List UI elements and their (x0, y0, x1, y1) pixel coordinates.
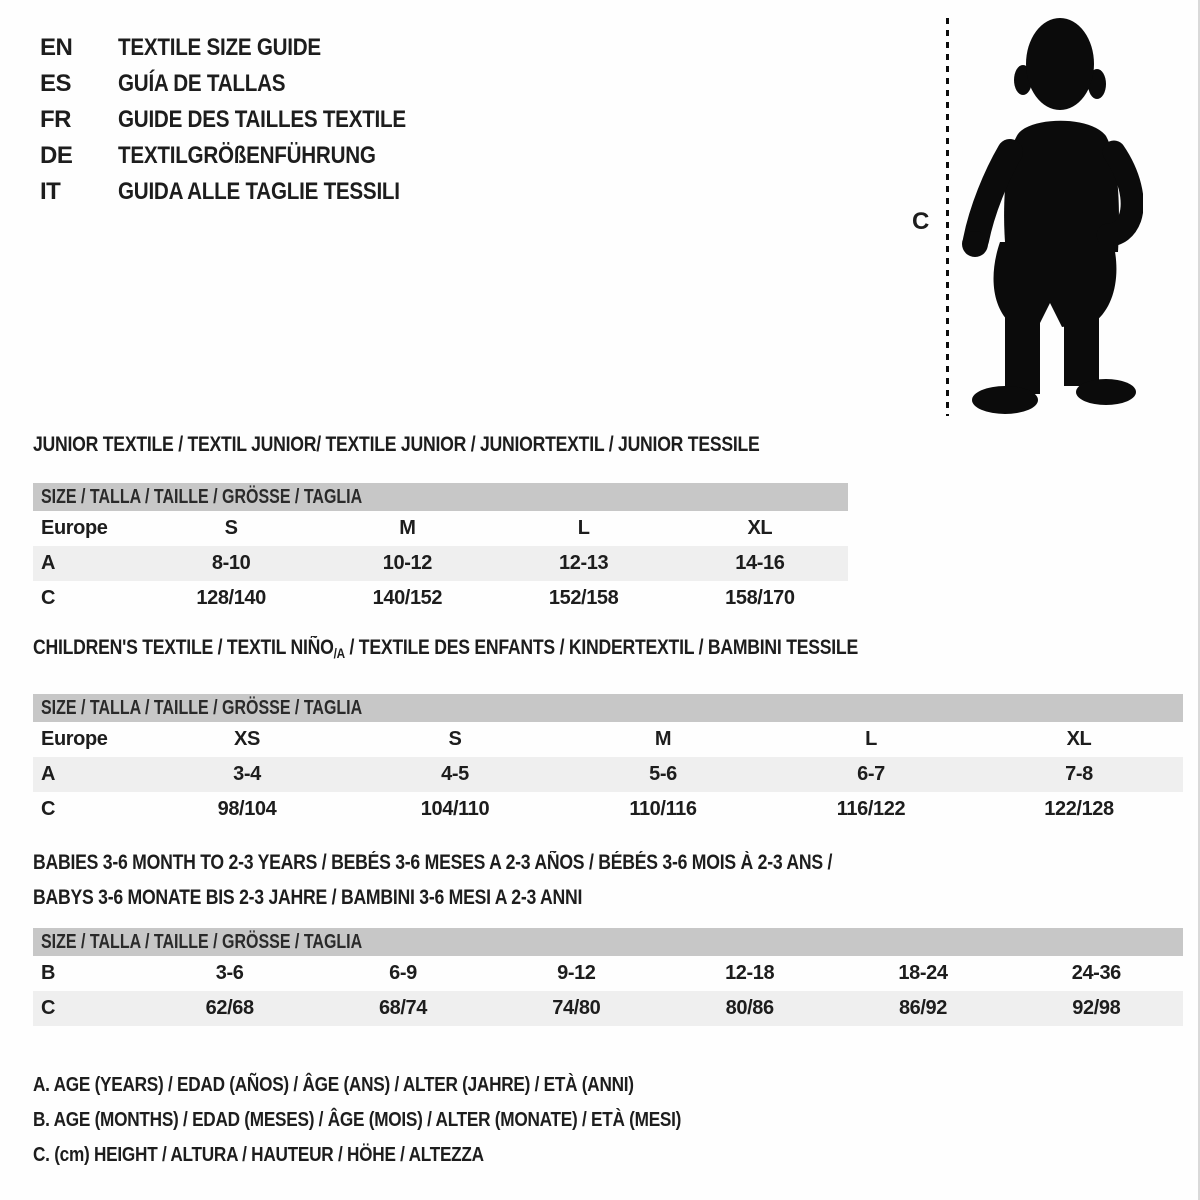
lang-row-de (40, 138, 453, 174)
table-cell: 122/128 (1044, 798, 1114, 820)
children-section-title (33, 636, 999, 665)
table-cell: 74/80 (552, 997, 601, 1019)
table-cell: 98/104 (217, 798, 277, 820)
table-cell: 12-13 (559, 552, 609, 574)
row-label: A (41, 763, 56, 785)
height-measure-dashed-line (946, 18, 949, 416)
children-title-subscript: /A (333, 645, 345, 661)
lang-code: ES (40, 70, 72, 97)
table-cell: L (865, 728, 877, 750)
table-cell: 6-9 (389, 962, 417, 984)
junior-section-title: JUNIOR TEXTILE / TEXTIL JUNIOR/ TEXTILE JUNIOR / JUNIORTEXTIL / JUNIOR TESSILE (33, 433, 760, 456)
table-cell: M (399, 517, 416, 539)
table-cell: 3-6 (215, 962, 244, 984)
babies-section-title-line1: BABIES 3-6 MONTH TO 2-3 YEARS / BEBÉS 3-6 MESES A 2-3 AÑOS / BÉBÉS 3-6 MOIS À 2-3 ANS / (33, 851, 833, 874)
children-size-table (33, 694, 1183, 827)
lang-title: TEXTILE SIZE GUIDE (118, 34, 321, 61)
table-cell: 7-8 (1065, 763, 1093, 785)
lang-title: GUÍA DE TALLAS (118, 70, 286, 97)
size-header-label: SIZE / TALLA / TAILLE / GRÖSSE / TAGLIA (41, 696, 363, 719)
babies-textile-section (33, 845, 1183, 1026)
junior-europe-row (33, 511, 848, 546)
table-cell: 68/74 (378, 997, 428, 1019)
size-header-label: SIZE / TALLA / TAILLE / GRÖSSE / TAGLIA (41, 930, 363, 953)
table-cell: 62/68 (205, 997, 254, 1019)
children-textile-section (33, 636, 1183, 827)
toddler-silhouette-image (958, 14, 1143, 419)
table-cell: 8-10 (211, 552, 251, 574)
table-cell: 6-7 (857, 763, 885, 785)
table-cell: 116/122 (836, 798, 906, 820)
table-cell: 104/110 (420, 798, 490, 820)
lang-row-fr (40, 102, 453, 138)
legend-line-a: A. AGE (YEARS) / EDAD (AÑOS) / ÂGE (ANS) / ALTER (JAHRE) / ETÀ (ANNI) (33, 1074, 634, 1096)
babies-height-row (33, 991, 1183, 1026)
junior-age-row (33, 546, 848, 581)
table-cell: S (224, 517, 238, 539)
table-cell: M (654, 728, 672, 750)
height-measure-label: C (912, 208, 930, 235)
children-europe-row (33, 722, 1183, 757)
lang-code: DE (40, 142, 73, 169)
legend-line-c: C. (cm) HEIGHT / ALTURA / HAUTEUR / HÖHE / ALTEZZA (33, 1144, 484, 1166)
row-label: C (41, 587, 56, 609)
lang-title: GUIDE DES TAILLES TEXTILE (118, 106, 406, 133)
row-label: C (41, 997, 56, 1019)
language-title-block (40, 30, 453, 210)
table-cell: 18-24 (898, 962, 948, 984)
row-label: A (41, 552, 56, 574)
children-age-row (33, 757, 1183, 792)
lang-row-es (40, 66, 453, 102)
table-cell: 3-4 (233, 763, 261, 785)
table-cell: 10-12 (382, 552, 432, 574)
table-cell: 92/98 (1072, 997, 1121, 1019)
table-cell: 24-36 (1071, 962, 1121, 984)
lang-code: FR (40, 106, 71, 133)
lang-title: TEXTILGRÖßENFÜHRUNG (118, 142, 376, 169)
lang-title: GUIDA ALLE TAGLIE TESSILI (118, 178, 400, 205)
row-label: C (41, 798, 56, 820)
lang-row-it (40, 174, 453, 210)
measurement-legend (33, 1068, 787, 1173)
children-title-pre: CHILDREN'S TEXTILE / TEXTIL NIÑO (33, 636, 334, 659)
table-cell: 128/140 (196, 587, 266, 609)
table-cell: 4-5 (441, 763, 469, 785)
table-cell: XL (1066, 728, 1092, 750)
row-label: Europe (41, 728, 108, 750)
table-cell: 12-18 (725, 962, 775, 984)
table-cell: XL (747, 517, 773, 539)
table-cell: XS (234, 728, 260, 750)
table-cell: 140/152 (372, 587, 443, 609)
table-cell: S (448, 728, 462, 750)
size-header-label: SIZE / TALLA / TAILLE / GRÖSSE / TAGLIA (41, 485, 363, 508)
table-cell: 9-12 (557, 962, 596, 984)
babies-size-table (33, 928, 1183, 1026)
babies-age-row (33, 956, 1183, 991)
table-cell: 158/170 (725, 587, 795, 609)
lang-code: IT (40, 178, 61, 205)
row-label: B (41, 962, 56, 984)
junior-height-row (33, 581, 848, 616)
legend-line-b: B. AGE (MONTHS) / EDAD (MESES) / ÂGE (MOIS) / ALTER (MONATE) / ETÀ (MESI) (33, 1109, 682, 1131)
junior-size-header-row (33, 483, 848, 511)
babies-section-title-line2: BABYS 3-6 MONATE BIS 2-3 JAHRE / BAMBINI 3-6 MESI A 2-3 ANNI (33, 886, 583, 909)
row-label: Europe (41, 517, 108, 539)
table-cell: 14-16 (735, 552, 785, 574)
babies-size-header-row (33, 928, 1183, 956)
lang-row-en (40, 30, 453, 66)
junior-size-table (33, 483, 848, 616)
table-cell: 80/86 (725, 997, 774, 1019)
table-cell: 86/92 (898, 997, 948, 1019)
table-cell: 152/158 (548, 587, 619, 609)
children-height-row (33, 792, 1183, 827)
table-cell: 110/116 (629, 798, 697, 820)
children-title-post: / TEXTILE DES ENFANTS / KINDERTEXTIL / BAMBINI TESSILE (344, 636, 858, 659)
table-cell: 5-6 (649, 763, 677, 785)
table-cell: L (577, 517, 590, 539)
lang-code: EN (40, 34, 73, 61)
children-size-header-row (33, 694, 1183, 722)
junior-textile-section (33, 433, 898, 616)
